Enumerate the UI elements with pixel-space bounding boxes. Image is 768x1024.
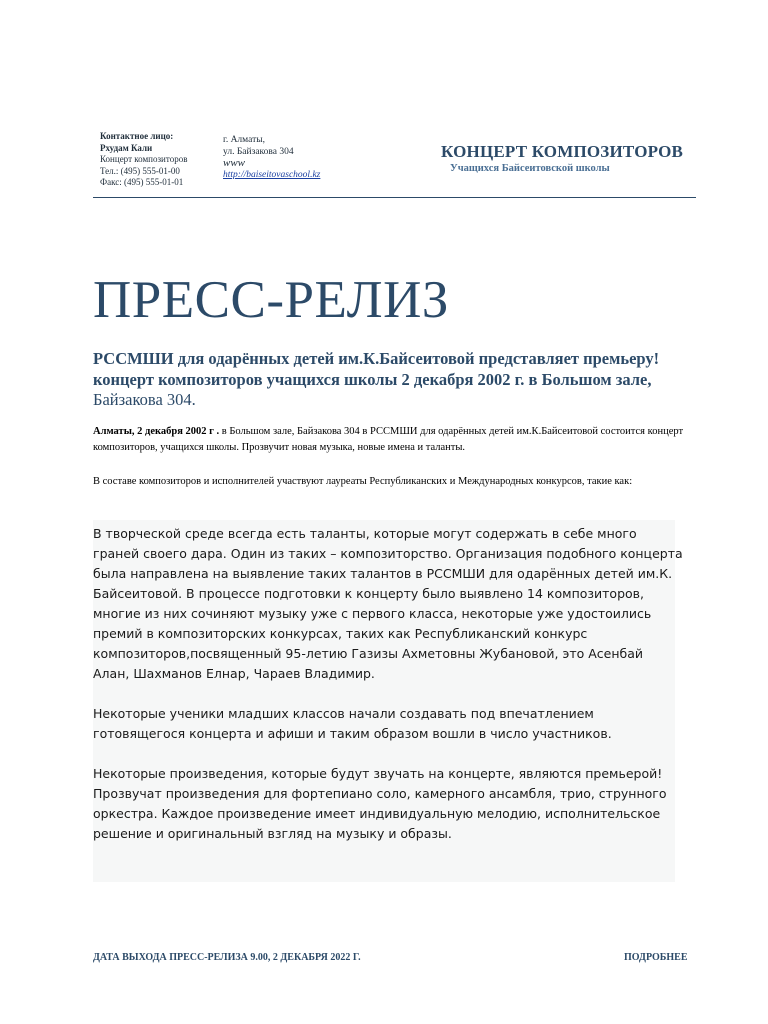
www-label: www xyxy=(223,157,246,169)
lead-paragraph xyxy=(93,349,693,411)
participants-paragraph: В составе композиторов и исполнителей участвуют лауреаты Республиканских и Международных конкурсов, такие как: xyxy=(93,476,633,487)
header-title: КОНЦЕРТ КОМПОЗИТОРОВ xyxy=(441,142,684,161)
intro-date: Алматы, 2 декабря 2002 г . xyxy=(93,426,220,437)
more-link[interactable]: ПОДРОБНЕЕ xyxy=(624,952,688,963)
address-city: г. Алматы, xyxy=(223,135,266,145)
header-subtitle: Учащихся Байсеитовской школы xyxy=(450,163,610,174)
body-paragraph: Некоторые произведения, которые будут звучать на концерте, являются премьерой! Прозвучат произведения для фортепиано соло, камерного ансамбля, трио, струнного оркестра. Каждое произведение имеет индивидуальную мелодию, исполнительское решение и оригинальный взгляд на музыку и образы. xyxy=(93,766,667,841)
body-text xyxy=(93,524,683,864)
address-block xyxy=(223,135,320,181)
intro-text: в Большом зале, Байзакова 304 в РССМШИ для одарённых детей им.К.Байсеитовой состоится концерт композиторов, учащихся школы. Прозвучит новая музыка, новые имена и таланты. xyxy=(93,426,684,453)
release-date: ДАТА ВЫХОДА ПРЕСС-РЕЛИЗА 9.00, 2 ДЕКАБРЯ 2022 Г. xyxy=(93,952,361,963)
contact-name: Рхудам Кали xyxy=(100,142,153,153)
lead-bold-text: РССМШИ для одарённых детей им.К.Байсеитовой представляет премьеру! концерт композиторов учащихся школы 2 декабря 2002 г. в Большом зале, xyxy=(93,349,660,389)
address-street: ул. Байзакова 304 xyxy=(223,146,294,157)
contact-org: Концерт композиторов xyxy=(100,154,188,164)
intro-paragraph xyxy=(93,424,693,456)
website-link[interactable]: http://baiseitovaschool.kz xyxy=(223,169,321,180)
lead-regular-text: Байзакова 304. xyxy=(93,390,196,409)
contact-fax: Факс: (495) 555-01-01 xyxy=(100,177,184,187)
page-title: ПРЕСС-РЕЛИЗ xyxy=(93,271,449,329)
contact-phone: Тел.: (495) 555-01-00 xyxy=(100,165,180,176)
header-divider xyxy=(93,197,696,198)
contact-label: Контактное лицо: xyxy=(100,131,174,141)
body-paragraph: В творческой среде всегда есть таланты, которые могут содержать в себе много граней своего дара. Один из таких – композиторство. Организация подобного концерта была направлена на выявление таких талантов в РССМШИ для одарённых детей им.К. Байсеитовой. В процессе подготовки к концерту было выявлено 14 композиторов, многие из них сочиняют музыку уже с первого класса, некоторые уже удостоились премий в композиторских конкурсах, таких как Республиканский конкурс композиторов,посвященный 95-летию Газизы Ахметовны Жубановой, это Асенбай Алан, Шахманов Елнар, Чараев Владимир. xyxy=(93,526,683,681)
contact-block xyxy=(100,131,187,189)
body-paragraph: Некоторые ученики младших классов начали создавать под впечатлением готовящегося концерта и афиши и таким образом вошли в число участников. xyxy=(93,706,612,741)
